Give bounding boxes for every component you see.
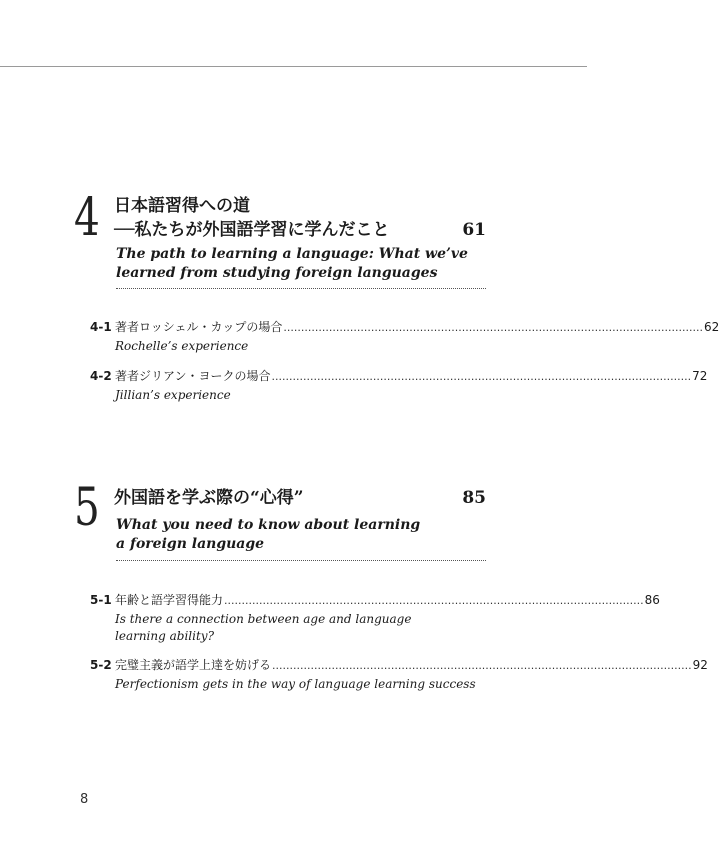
page-number: 8 [80,792,89,807]
chapter-number: 4 [74,188,100,248]
section-title: 完璧主義が語学上達を妨げる [115,658,272,672]
section-page: 92 [692,658,708,672]
section-number: 4-2 [90,369,112,383]
toc-entry-5-2[interactable] [90,655,708,693]
section-number: 5-2 [90,658,112,672]
section-number: 5-1 [90,593,112,607]
chapter-english-title [116,516,420,554]
section-english: Rochelle’s experience [115,339,249,353]
toc-entry-5-1[interactable] [90,590,660,645]
chapter-number: 5 [74,478,100,538]
dot-leader: ........................................................................................................................ [271,370,692,383]
chapter-title [114,194,389,242]
section-english: Is there a connection between age and language learning ability? [115,612,412,643]
section-english: Jillian’s experience [115,388,231,402]
dot-leader: ........................................................................................................................ [224,594,644,607]
section-title: 年齢と語学習得能力 [115,593,224,607]
dot-leader: ........................................................................................................................ [272,659,692,672]
chapter-english-line1: What you need to know about learning [116,517,421,533]
chapter-title-line1: 日本語習得への道 [114,196,250,216]
section-page: 86 [644,593,660,607]
chapter-english-title [116,245,468,283]
chapter-english-line2: a foreign language [116,536,265,552]
chapter-page-number: 61 [462,220,486,240]
chapter-page-number: 85 [462,488,486,508]
section-title: 著者ジリアン・ヨークの場合 [115,369,271,383]
chapter-divider [116,560,486,561]
section-page: 62 [704,320,719,334]
top-rule [0,66,587,67]
chapter-title-line2: ──私たちが外国語学習に学んだこと [114,220,390,240]
section-title: 著者ロッシェル・カップの場合 [115,320,283,334]
chapter-title [114,486,304,510]
chapter-divider [116,288,486,289]
dot-leader: ........................................................................................................................ [283,321,703,334]
toc-entry-4-1[interactable] [90,317,719,355]
section-page: 72 [692,369,708,383]
chapter-title-line1: 外国語を学ぶ際の“心得” [114,488,304,508]
section-english: Perfectionism gets in the way of language learning success [115,677,476,691]
chapter-english-line1: The path to learning a language: What we’ve [116,246,468,262]
section-number: 4-1 [90,320,112,334]
toc-entry-4-2[interactable] [90,366,708,404]
chapter-english-line2: learned from studying foreign languages [116,265,438,281]
